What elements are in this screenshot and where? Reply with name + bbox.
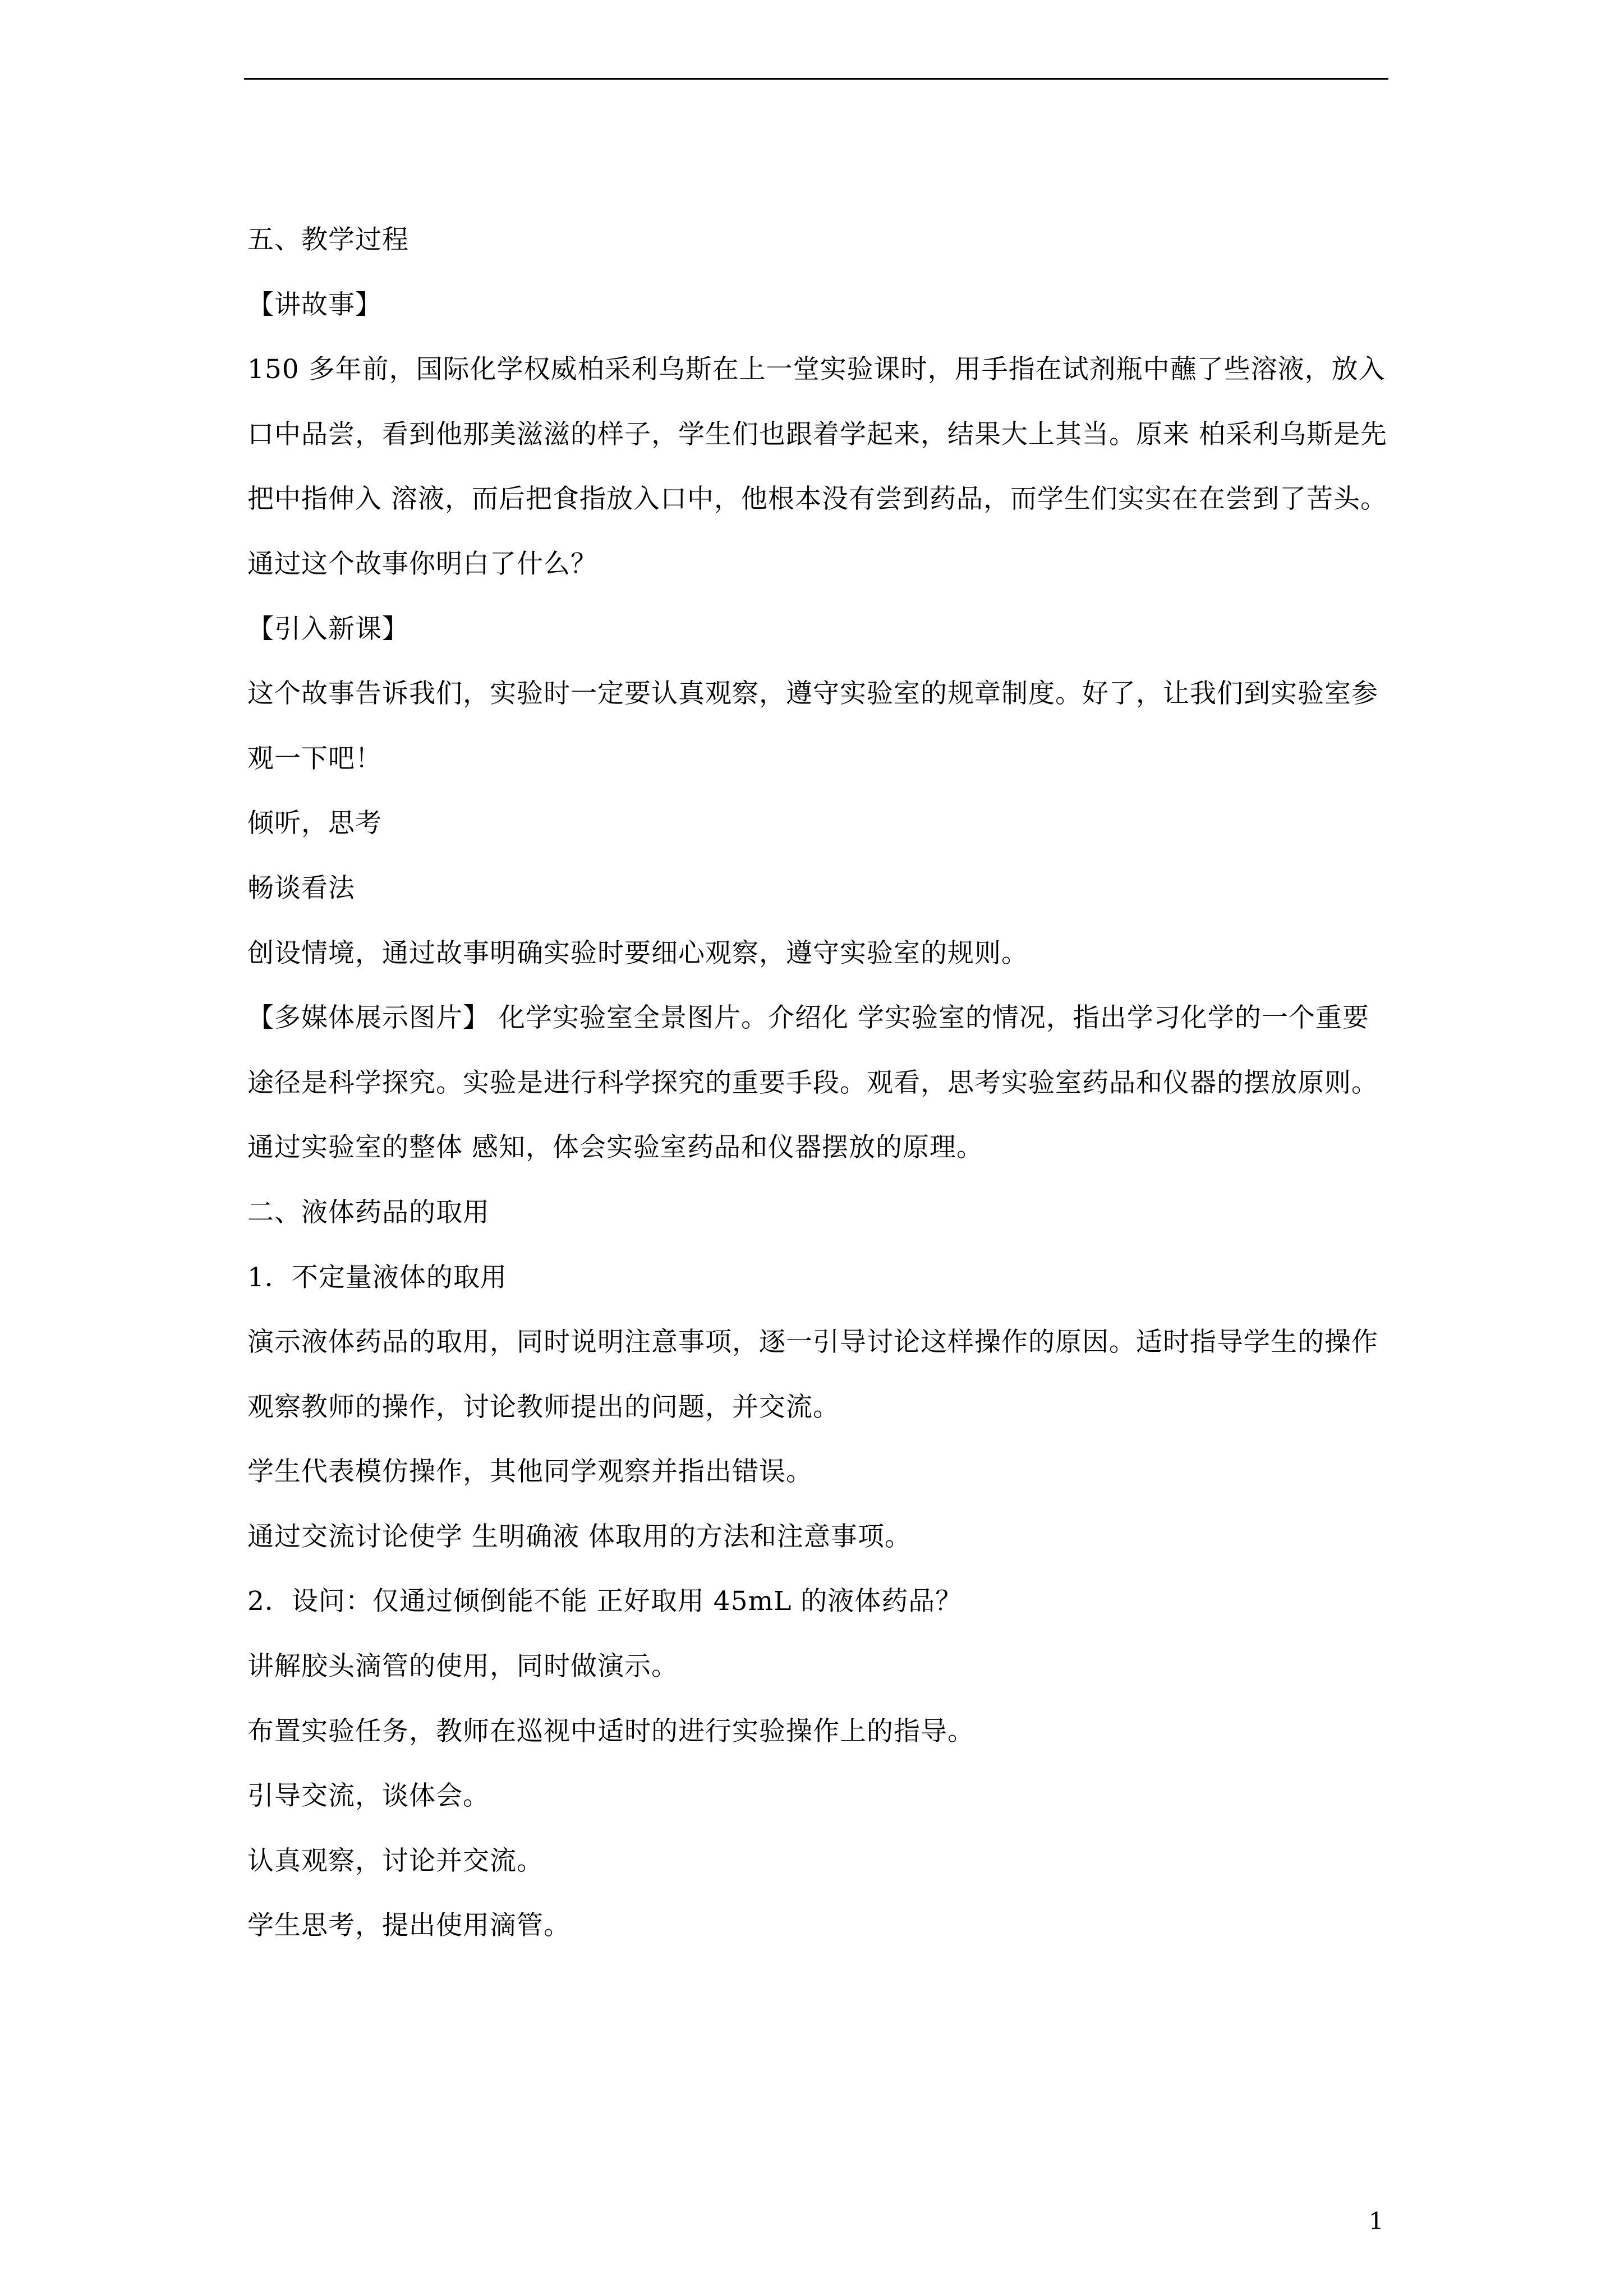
multimedia-paragraph: 【多媒体展示图片】 化学实验室全景图片。介绍化 学实验室的情况，指出学习化学的一个重要途径是科学探究。实验是进行科学探究的重要手段。观看，思考实验室药品和仪器的摆放原则。 bbox=[247, 1002, 1378, 1098]
new-lesson-paragraph: 这个故事告诉我们，实验时一定要认真观察，遵守实验室的规章制度。好了，让我们到实验室参观一下吧！ bbox=[247, 678, 1378, 774]
design-intent-3: 通过交流讨论使学 生明确液 体取用的方法和注意事项。 bbox=[247, 1521, 912, 1552]
student-think: 学生思考，提出使用滴管。 bbox=[247, 1910, 571, 1941]
teacher-demo-paragraph: 演示液体药品的取用，同时说明注意事项，逐一引导讨论这样操作的原因。适时指导学生的操作 bbox=[247, 1327, 1378, 1358]
page-number: 1 bbox=[1369, 2207, 1384, 2235]
subsection-1-heading: 1．不定量液体的取用 bbox=[247, 1262, 507, 1293]
new-lesson-label: 【引入新课】 bbox=[247, 613, 409, 645]
section-liquid-heading: 二、液体药品的取用 bbox=[247, 1197, 490, 1228]
story-question: 通过这个故事你明白了什么？ bbox=[247, 548, 597, 579]
story-label: 【讲故事】 bbox=[247, 289, 382, 320]
student-observe: 观察教师的操作，讨论教师提出的问题，并交流。 bbox=[247, 1391, 840, 1423]
header-rule bbox=[244, 78, 1388, 80]
experiment-task: 布置实验任务，教师在巡视中适时的进行实验操作上的指导。 bbox=[247, 1715, 974, 1747]
section-heading: 五、教学过程 bbox=[247, 224, 409, 255]
subsection-2-question: 2．设问：仅通过倾倒能不能 正好取用 45mL 的液体药品？ bbox=[247, 1586, 963, 1617]
guide-exchange: 引导交流，谈体会。 bbox=[247, 1780, 490, 1812]
document-body bbox=[247, 208, 1392, 1958]
story-paragraph: 150 多年前，国际化学权威柏采利乌斯在上一堂实验课时，用手指在试剂瓶中蘸了些溶液，放入口中品尝，看到他那美滋滋的样子，学生们也跟着学起来，结果大上其当。原来 柏采利乌斯是先把中指伸入 溶液，而后把食指放入口中，他根本没有尝到药品，而学生们实实在在尝到了苦头。 bbox=[247, 354, 1387, 515]
observe-discuss: 认真观察，讨论并交流。 bbox=[247, 1845, 544, 1876]
student-activity-listen: 倾听，思考 bbox=[247, 808, 382, 839]
design-intent-1: 创设情境，通过故事明确实验时要细心观察，遵守实验室的规则。 bbox=[247, 937, 1028, 969]
student-activity-discuss: 畅谈看法 bbox=[247, 872, 355, 904]
design-intent-2: 通过实验室的整体 感知，体会实验室药品和仪器摆放的原理。 bbox=[247, 1132, 983, 1163]
student-imitate: 学生代表模仿操作，其他同学观察并指出错误。 bbox=[247, 1456, 813, 1488]
dropper-explanation: 讲解胶头滴管的使用，同时做演示。 bbox=[247, 1651, 678, 1682]
